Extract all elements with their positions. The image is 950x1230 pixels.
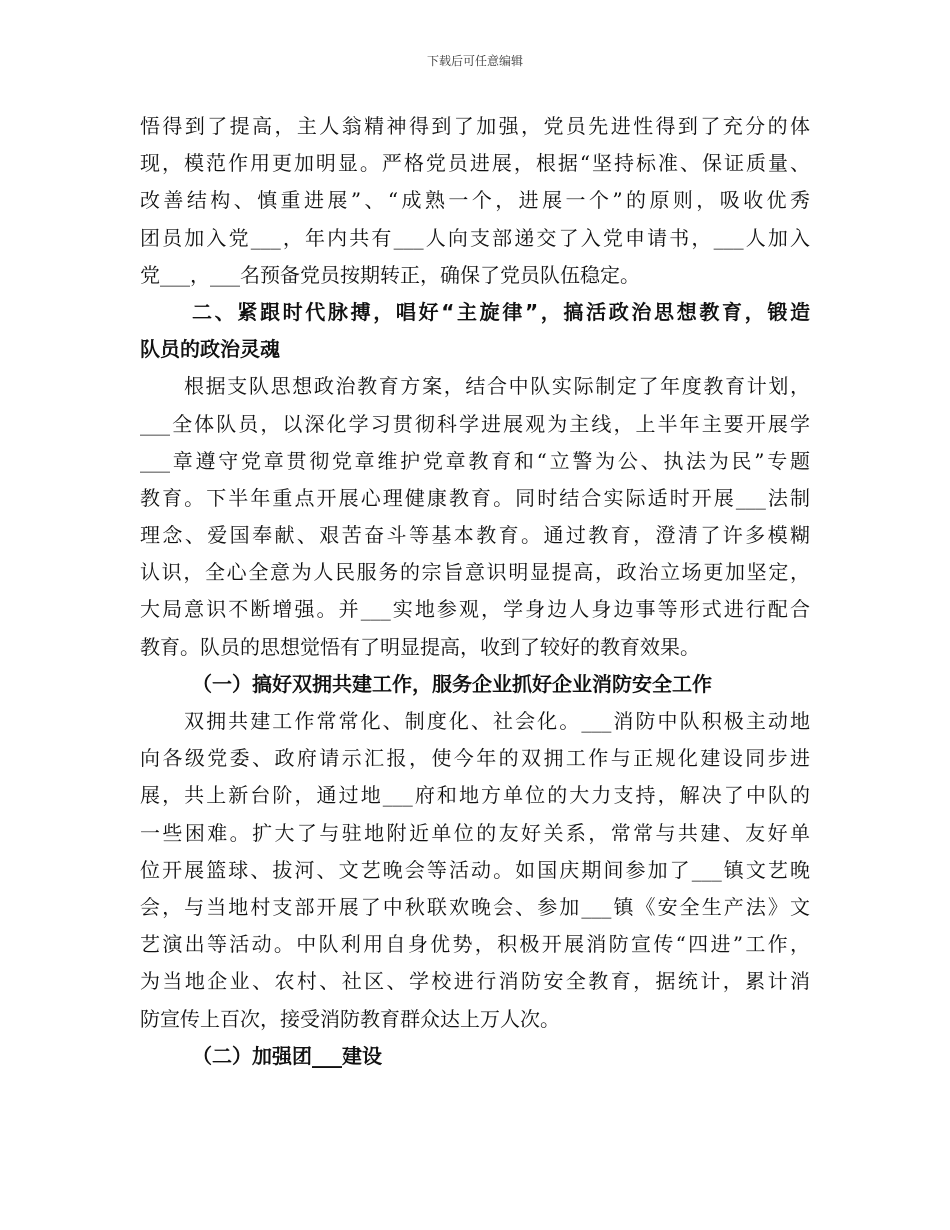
- paragraph-line: 悟得到了提高，主人翁精神得到了加强，党员先进性得到了充分的体: [140, 114, 810, 138]
- paragraph-line: 党___，___名预备党员按期转正，确保了党员队伍稳定。: [140, 262, 640, 287]
- paragraph-line: 团员加入党___，年内共有___人向支部递交了入党申请书，___人加入: [140, 225, 810, 250]
- paragraph-line: ___章遵守党章贯彻党章维护党章教育和“立警为公、执法为民”专题: [140, 448, 810, 473]
- page-header: 下载后可任意编辑: [426, 54, 523, 68]
- document-body: [140, 108, 810, 1075]
- paragraph-line: 位开展篮球、拔河、文艺晚会等活动。如国庆期间参加了___镇文艺晚: [140, 857, 810, 882]
- subsection-heading: （二）加强团___建设: [192, 1043, 382, 1068]
- paragraph-line: 向各级党委、政府请示汇报，使今年的双拥工作与正规化建设同步进: [140, 746, 810, 771]
- paragraph-line: 现，模范作用更加明显。严格党员进展，根据“坚持标准、保证质量、: [140, 151, 810, 176]
- paragraph-line: 双拥共建工作常常化、制度化、社会化。___消防中队积极主动地: [184, 709, 810, 733]
- paragraph-line: 防宣传上百次，接受消防教育群众达上万人次。: [140, 1006, 560, 1031]
- paragraph-line: 展，共上新台阶，通过地___府和地方单位的大力支持，解决了中队的: [140, 783, 810, 808]
- paragraph-line: 改善结构、慎重进展”、“成熟一个，进展一个”的原则，吸收优秀: [140, 188, 810, 213]
- paragraph-line: 艺演出等活动。中队利用自身优势，积极开展消防宣传“四进”工作，: [140, 932, 810, 957]
- subsection-heading: （一）搞好双拥共建工作，服务企业抓好企业消防安全工作: [192, 671, 712, 696]
- paragraph-line: 大局意识不断增强。并___实地参观，学身边人身边事等形式进行配合: [140, 597, 810, 622]
- paragraph-line: 为当地企业、农村、社区、学校进行消防安全教育，据统计，累计消: [140, 969, 810, 994]
- section-heading-continued: 队员的政治灵魂: [140, 337, 280, 362]
- paragraph-line: 根据支队思想政治教育方案，结合中队实际制定了年度教育计划，: [184, 374, 810, 399]
- paragraph-line: 理念、爱国奉献、艰苦奋斗等基本教育。通过教育，澄清了许多模糊: [140, 523, 810, 548]
- paragraph-line: 教育。下半年重点开展心理健康教育。同时结合实际适时开展___法制: [140, 485, 810, 510]
- section-heading: 二、紧跟时代脉搏，唱好“主旋律”，搞活政治思想教育，锻造: [192, 299, 810, 324]
- paragraph-line: 认识，全心全意为人民服务的宗旨意识明显提高，政治立场更加坚定，: [140, 560, 810, 585]
- paragraph-line: 一些困难。扩大了与驻地附近单位的友好关系，常常与共建、友好单: [140, 820, 810, 845]
- paragraph-line: ___全体队员，以深化学习贯彻科学进展观为主线，上半年主要开展学: [140, 411, 810, 436]
- paragraph-line: 教育。队员的思想觉悟有了明显提高，收到了较好的教育效果。: [140, 634, 700, 659]
- paragraph-line: 会，与当地村支部开展了中秋联欢晚会、参加___镇《安全生产法》文: [140, 894, 810, 919]
